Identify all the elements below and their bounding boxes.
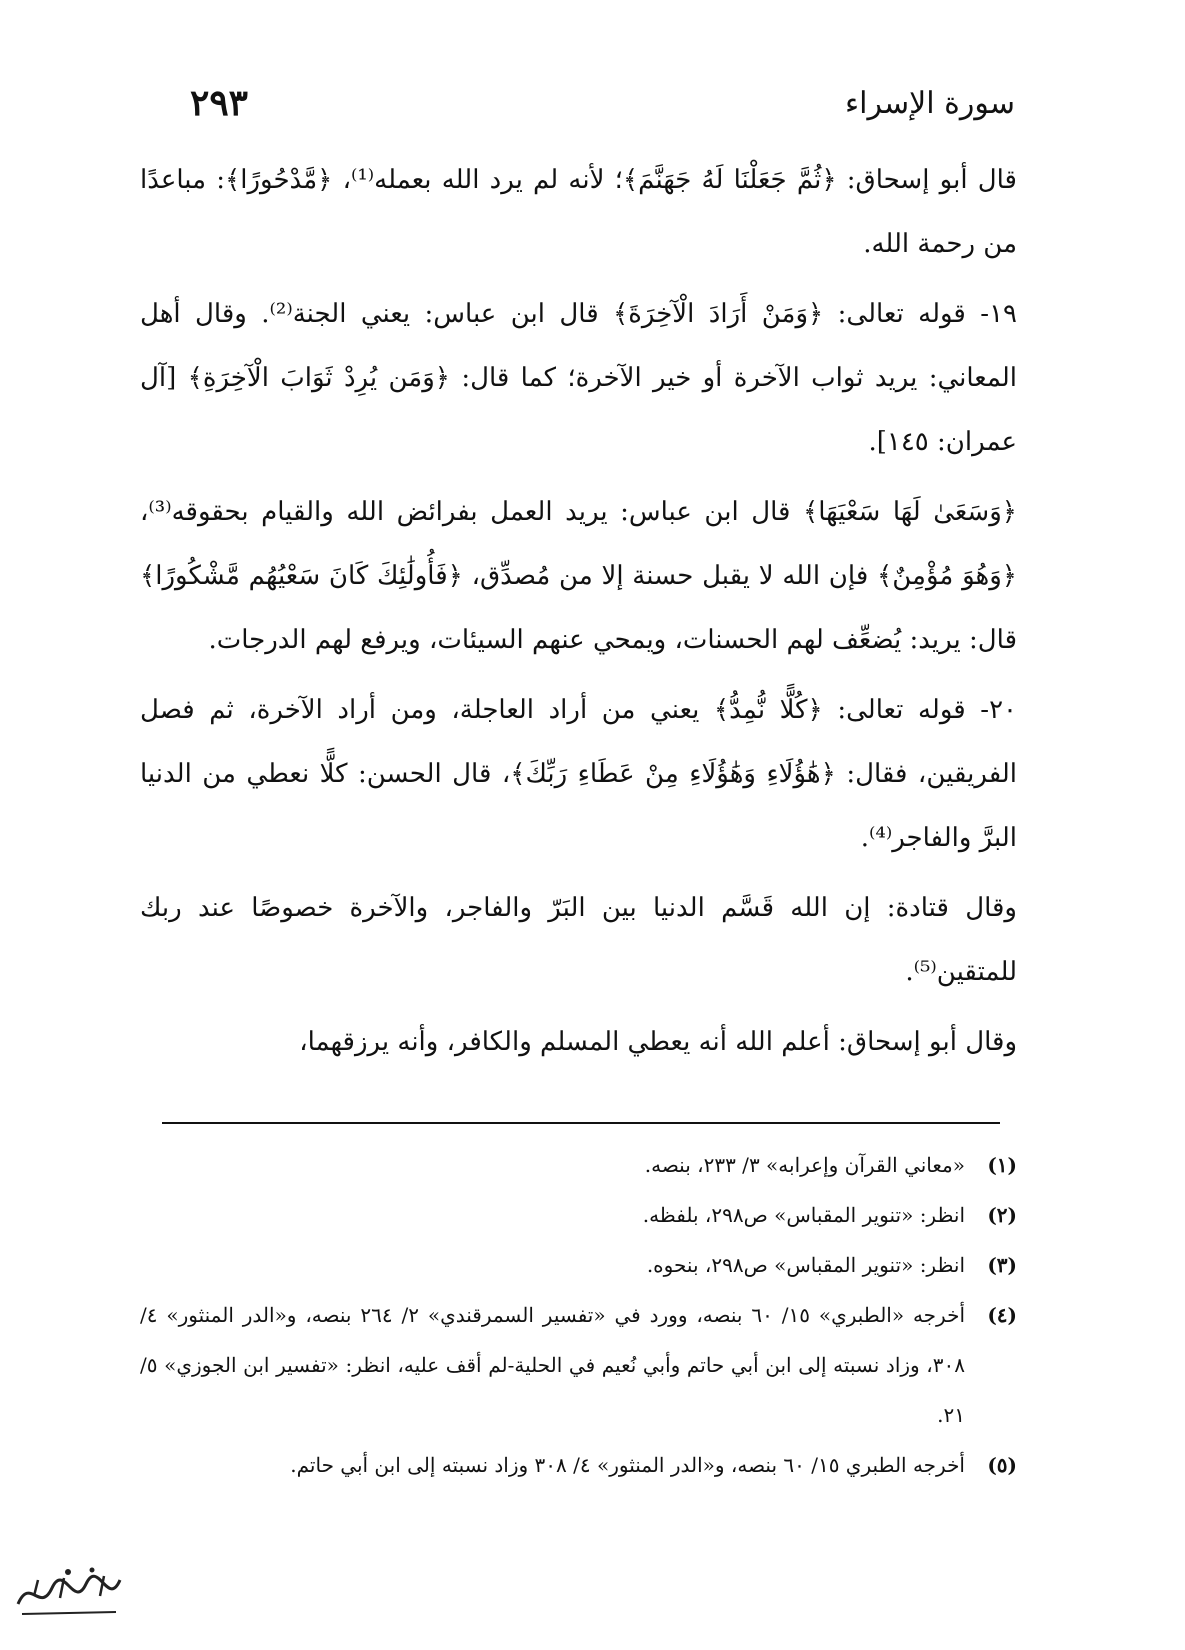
footnote-number: (٢) (987, 1203, 1017, 1227)
footnote-divider (162, 1122, 1000, 1124)
library-logo-icon (8, 1558, 128, 1628)
paragraph: ٢٠- قوله تعالى: ﴿كُلًّا نُّمِدُّ﴾ يعني من أراد العاجلة، ومن أراد الآخرة، ثم فصل الفريقين، فقال: ﴿هَٰؤُلَاءِ وَهَٰؤُلَاءِ مِنْ عَطَاءِ رَبِّكَ﴾، قال الحسن: كلًّا نعطي من الدنيا البرَّ والفاجر⁽⁴⁾. (140, 695, 1017, 853)
footnote-number: (٤) (987, 1303, 1017, 1327)
main-text (140, 148, 1017, 1080)
page-header (190, 78, 1015, 128)
footnote-number: (١) (987, 1153, 1017, 1177)
paragraph: قال أبو إسحاق: ﴿ثُمَّ جَعَلْنَا لَهُ جَهَنَّمَ﴾؛ لأنه لم يرد الله بعمله⁽¹⁾، ﴿مَّدْحُورًا﴾: مباعدًا من رحمة الله. (140, 165, 1017, 259)
paragraph: وقال قتادة: إن الله قَسَّم الدنيا بين البَرّ والفاجر، والآخرة خصوصًا عند ربك للمتقين⁽⁵⁾. (140, 893, 1017, 987)
footnotes (140, 1140, 1017, 1490)
footnote (140, 1440, 1017, 1490)
footnote-text: انظر: «تنوير المقباس» ص٢٩٨، بنحوه. (646, 1253, 965, 1277)
running-title: سورة الإسراء (845, 85, 1015, 121)
paragraph: وقال أبو إسحاق: أعلم الله أنه يعطي المسلم والكافر، وأنه يرزقهما، (299, 1027, 1017, 1057)
footnote-number: (٣) (987, 1253, 1017, 1277)
footnote (140, 1290, 1017, 1440)
footnote-text: أخرجه «الطبري» ١٥/ ٦٠ بنصه، وورد في «تفسير السمرقندي» ٢/ ٢٦٤ بنصه، و«الدر المنثور» ٤/ ٣٠٨، وزاد نسبته إلى ابن أبي حاتم وأبي نُعيم في الحلية-لم أقف عليه، انظر: «تفسير ابن الجوزي» ٥/ ٢١. (140, 1303, 965, 1427)
footnote-text: انظر: «تنوير المقباس» ص٢٩٨، بلفظه. (642, 1203, 965, 1227)
paragraph: ١٩- قوله تعالى: ﴿وَمَنْ أَرَادَ الْآخِرَةَ﴾ قال ابن عباس: يعني الجنة⁽²⁾. وقال أهل المعاني: يريد ثواب الآخرة أو خير الآخرة؛ كما قال: ﴿وَمَن يُرِدْ ثَوَابَ الْآخِرَةِ﴾ [آل عمران: ١٤٥]. (140, 299, 1017, 457)
page-number: ٢٩٣ (190, 82, 249, 124)
footnote-text: أخرجه الطبري ١٥/ ٦٠ بنصه، و«الدر المنثور» ٤/ ٣٠٨ وزاد نسبته إلى ابن أبي حاتم. (290, 1453, 965, 1477)
footnote (140, 1240, 1017, 1290)
footnote (140, 1140, 1017, 1190)
paragraph: ﴿وَسَعَىٰ لَهَا سَعْيَهَا﴾ قال ابن عباس: يريد العمل بفرائض الله والقيام بحقوقه⁽³⁾، ﴿وَهُوَ مُؤْمِنٌ﴾ فإن الله لا يقبل حسنة إلا من مُصدِّق، ﴿فَأُولَٰئِكَ كَانَ سَعْيُهُم مَّشْكُورًا﴾ قال: يريد: يُضعِّف لهم الحسنات، ويمحي عنهم السيئات، ويرفع لهم الدرجات. (140, 497, 1017, 655)
footnote-text: «معاني القرآن وإعرابه» ٣/ ٢٣٣، بنصه. (644, 1153, 965, 1177)
footnote-number: (٥) (987, 1453, 1017, 1477)
footnote (140, 1190, 1017, 1240)
